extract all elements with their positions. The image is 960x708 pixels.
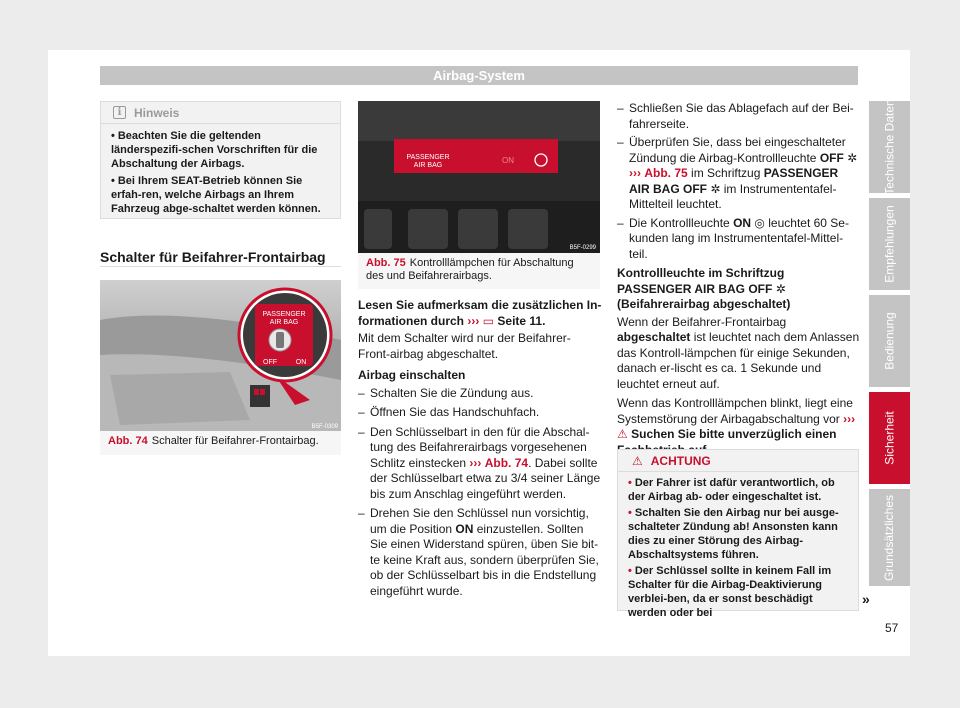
airbag-icon: ✲ bbox=[710, 181, 721, 196]
hint-title: Hinweis bbox=[134, 105, 180, 120]
list-item: • Beachten Sie die geltenden länderspezifi-schen Vorschriften für die Abschaltung der Airbags. bbox=[111, 130, 318, 170]
switch-on-label: ON bbox=[295, 359, 307, 366]
warning-box bbox=[617, 449, 859, 619]
list-item: • Der Schlüssel sollte in keinem Fall im Schalter für die Airbag-Deaktivierung verblei-ben, da er sonst beschädigt werden oder bei bbox=[628, 565, 832, 619]
page-number: 57 bbox=[885, 621, 899, 635]
figure-code: B5F-0309 bbox=[311, 424, 338, 430]
hint-box bbox=[100, 101, 341, 219]
switch-label-line1: PASSENGER bbox=[262, 311, 306, 318]
switch-label-line2: AIR BAG bbox=[269, 319, 299, 326]
panel-label-line2: AIR BAG bbox=[413, 162, 443, 169]
subheading: Airbag einschalten bbox=[358, 368, 466, 382]
dashboard-illustration bbox=[100, 280, 341, 431]
airbag-icon: ✲ bbox=[775, 281, 786, 296]
divider bbox=[100, 266, 341, 267]
tab-sicherheit[interactable]: Sicherheit bbox=[869, 392, 910, 484]
figure-caption: Abb. 74 Schalter für Beifahrer-Frontairbag. bbox=[108, 435, 319, 447]
airbag-icon: ◎ bbox=[754, 215, 765, 230]
page-header: Airbag-System bbox=[100, 66, 858, 85]
tab-bedienung[interactable]: Bedienung bbox=[869, 295, 910, 387]
tab-grundsaetzliches[interactable]: Grundsätzliches bbox=[869, 489, 910, 586]
continue-mark: » bbox=[862, 591, 870, 607]
figure-caption: Abb. 75 Kontrolllämpchen für Abschaltung des und Beifahrerairbags. bbox=[366, 257, 574, 282]
figure-ref-link[interactable]: Abb. 75 bbox=[644, 166, 688, 180]
book-icon: ▭ bbox=[482, 313, 495, 328]
tab-technische-daten[interactable]: Technische Daten bbox=[869, 101, 910, 193]
figure-ref-link[interactable]: Abb. 74 bbox=[484, 455, 529, 470]
info-icon: i bbox=[113, 106, 126, 119]
figure-75 bbox=[358, 101, 600, 289]
warning-title: ACHTUNG bbox=[650, 453, 711, 468]
list-item: • Bei Ihrem SEAT-Betrieb können Sie erfah-ren, welche Airbags an Ihrem Fahrzeug abge-schaltet werden können. bbox=[111, 175, 321, 215]
switch-off-label: OFF bbox=[263, 359, 277, 366]
list-item: • Der Fahrer ist dafür verantwortlich, ob der Airbag ab- oder eingeschaltet ist. bbox=[628, 477, 835, 503]
tab-empfehlungen[interactable]: Empfehlungen bbox=[869, 198, 910, 290]
figure-code: B5F-0299 bbox=[569, 245, 596, 251]
warning-icon: ⚠ bbox=[632, 453, 643, 468]
panel-illustration bbox=[358, 101, 600, 253]
section-title: Schalter für Beifahrer-Frontairbag bbox=[100, 249, 326, 265]
list-item: • Schalten Sie den Airbag nur bei ausge-schalteter Zündung ab! Ansonsten kann dies zu einer Störung des Airbag-Abschaltsystems führen. bbox=[628, 507, 839, 561]
subheading: Kontrollleuchte im Schriftzug PASSENGER AIR BAG OFF ✲ (Beifahrerairbag abgeschaltet) bbox=[617, 266, 791, 311]
right-text: – Schließen Sie das Ablagefach auf der Bei-fahrerseite. – Überprüfen Sie, dass bei eingeschalteter Zündung die Airbag-Kontrollleuchte OFF ✲ ››› Abb. 75 im Schriftzug PASSENGER AIR BAG OFF ✲ im Instrumententafel-Mittelteil leuchtet. – Die Kontrollleuchte ON ◎ leuchtet 60 Se-kunden lang im Instrumententafel-Mittel-teil. Kontrollleuchte im Schriftzug PASSENGER AIR BAG OFF ✲ (Beifahrerairbag abgeschaltet) Wenn der Beifahrer-Frontairbag abgeschaltet ist leuchtet nach dem Anlassen das Kontroll-lämpchen für einige Sekunden, danach er-lischt es ca. 1 Sekunde und leuchtet erneut auf. Wenn das Kontrolllämpchen blinkt, liegt eine Systemstörung der Airbagabschaltung vor ››› ⚠ Suchen Sie bitte unverzüglich einen bbox=[617, 101, 860, 441]
panel-label-line1: PASSENGER bbox=[406, 154, 450, 161]
warning-icon: ⚠ bbox=[617, 427, 628, 441]
page-link[interactable]: Seite 11. bbox=[497, 313, 546, 328]
figure-74 bbox=[100, 280, 341, 455]
airbag-icon: ✲ bbox=[847, 150, 858, 165]
panel-on-label: ON bbox=[502, 156, 514, 165]
middle-text: Lesen Sie aufmerksam die zusätzlichen In-formationen durch ››› ▭ Seite 11. Mit dem Schalter wird nur der Beifahrer-Front-airbag abgeschaltet. Airbag einschalten – Schalten Sie die Zündung aus. – Öffnen Sie das Handschuhfach. – Den Schlüsselbart in den für die Abschal-tung des Beifahrerairbags vorgesehenen Schlitz einstecken ››› Abb. 74. Dabei sollte der Schlüsselbart etwa zu 3/4 seiner Länge bis zum Anschlag eingeführt werden. – Drehen Sie den Schlüssel nun vorsichtig, um die Position ON einzustellen. Sollten Sie einen Widerstand spüren, üben Sie bit-te keine Kraft aus, sondern überprüfen Sie, ob der Schlüsselbart bis in die Endstellung eingeführt wurde. bbox=[358, 298, 602, 598]
